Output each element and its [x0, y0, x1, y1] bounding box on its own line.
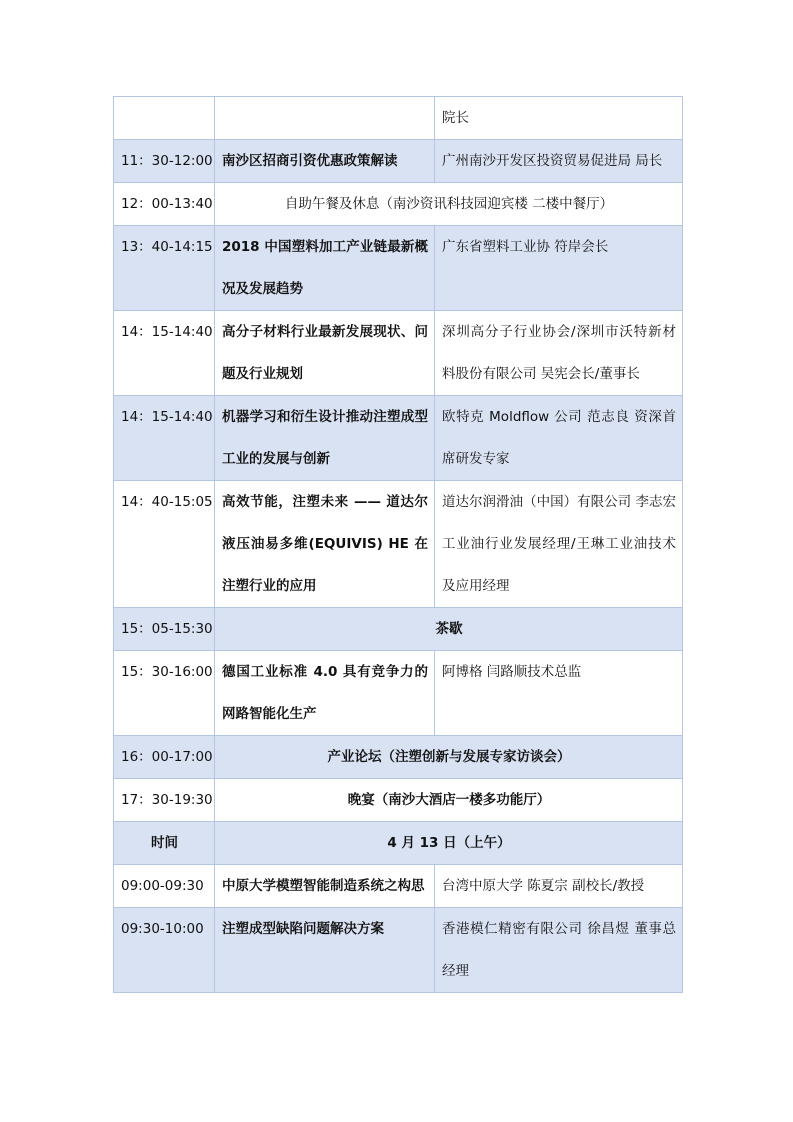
topic-cell: 德国工业标准 4.0 具有竞争力的网路智能化生产	[215, 651, 435, 736]
table-row	[114, 226, 683, 311]
speaker-cell: 广州南沙开发区投资贸易促进局 局长	[435, 140, 683, 183]
table-row	[114, 608, 683, 651]
topic-cell: 2018 中国塑料加工产业链最新概况及发展趋势	[215, 226, 435, 311]
speaker-cell: 香港模仁精密有限公司 徐昌煜 董事总经理	[435, 908, 683, 993]
table-row	[114, 140, 683, 183]
speaker-cell: 深圳高分子行业协会/深圳市沃特新材料股份有限公司 吴宪会长/董事长	[435, 311, 683, 396]
topic-cell: 高效节能，注塑未来 —— 道达尔液压油易多维(EQUIVIS) HE 在注塑行业的应用	[215, 481, 435, 608]
topic-cell: 机器学习和衍生设计推动注塑成型工业的发展与创新	[215, 396, 435, 481]
table-row	[114, 97, 683, 140]
time-cell: 12：00-13:40	[114, 183, 215, 226]
speaker-cell: 道达尔润滑油（中国）有限公司 李志宏工业油行业发展经理/王琳工业油技术及应用经理	[435, 481, 683, 608]
table-row	[114, 396, 683, 481]
time-cell: 15：30-16:00	[114, 651, 215, 736]
speaker-cell: 阿博格 闫路顺技术总监	[435, 651, 683, 736]
speaker-cell: 欧特克 Moldflow 公司 范志良 资深首席研发专家	[435, 396, 683, 481]
time-cell: 14：15-14:40	[114, 396, 215, 481]
time-cell	[114, 97, 215, 140]
agenda-body	[114, 97, 683, 993]
topic-cell: 注塑成型缺陷问题解决方案	[215, 908, 435, 993]
time-cell: 14：40-15:05	[114, 481, 215, 608]
time-cell: 13：40-14:15	[114, 226, 215, 311]
time-cell: 09:00-09:30	[114, 865, 215, 908]
table-row	[114, 736, 683, 779]
merged-event-cell: 晚宴（南沙大酒店一楼多功能厅）	[215, 779, 683, 822]
topic-cell: 中原大学模塑智能制造系统之构思	[215, 865, 435, 908]
speaker-cell: 广东省塑料工业协 符岸会长	[435, 226, 683, 311]
time-header-cell: 时间	[114, 822, 215, 865]
time-cell: 11：30-12:00	[114, 140, 215, 183]
table-row	[114, 779, 683, 822]
merged-event-cell: 茶歇	[215, 608, 683, 651]
table-row	[114, 481, 683, 608]
speaker-cell: 院长	[435, 97, 683, 140]
topic-cell: 南沙区招商引资优惠政策解读	[215, 140, 435, 183]
speaker-cell: 台湾中原大学 陈夏宗 副校长/教授	[435, 865, 683, 908]
topic-cell	[215, 97, 435, 140]
table-header-row	[114, 822, 683, 865]
merged-event-cell: 产业论坛（注塑创新与发展专家访谈会）	[215, 736, 683, 779]
time-cell: 16：00-17:00	[114, 736, 215, 779]
time-cell: 17：30-19:30	[114, 779, 215, 822]
time-cell: 15：05-15:30	[114, 608, 215, 651]
agenda-table	[113, 96, 683, 993]
table-row	[114, 908, 683, 993]
table-row	[114, 651, 683, 736]
merged-event-cell: 自助午餐及休息（南沙资讯科技园迎宾楼 二楼中餐厅）	[215, 183, 683, 226]
table-row	[114, 865, 683, 908]
time-cell: 14：15-14:40	[114, 311, 215, 396]
table-row	[114, 311, 683, 396]
date-header-cell: 4 月 13 日（上午）	[215, 822, 683, 865]
topic-cell: 高分子材料行业最新发展现状、问题及行业规划	[215, 311, 435, 396]
table-row	[114, 183, 683, 226]
time-cell: 09:30-10:00	[114, 908, 215, 993]
